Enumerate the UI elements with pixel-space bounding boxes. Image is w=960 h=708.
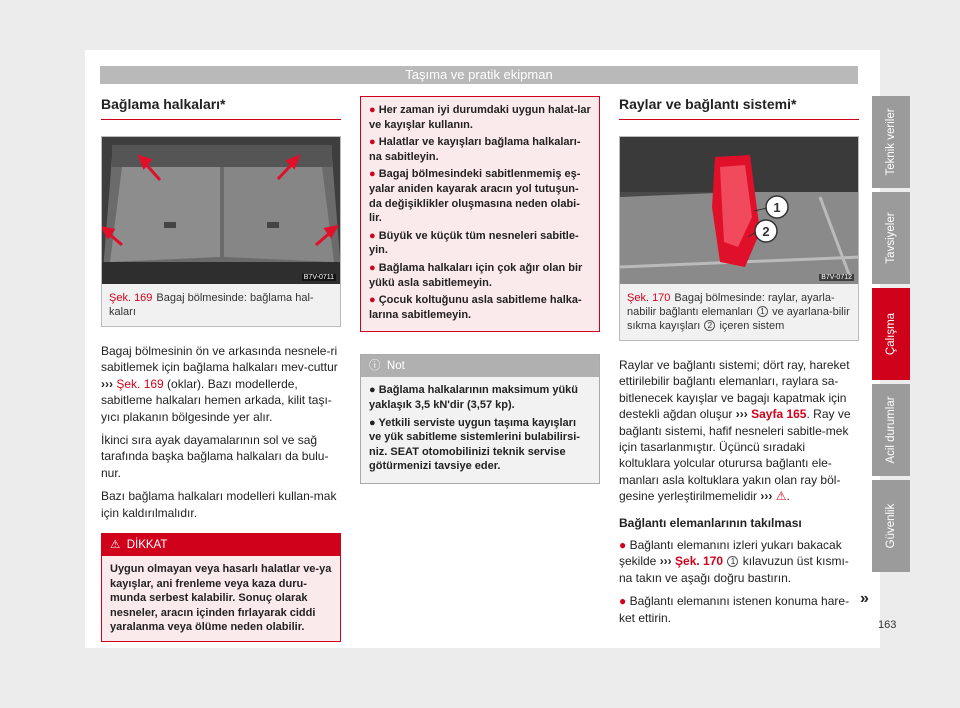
paragraph-1: Raylar ve bağlantı sistemi; dört ray, hareket ettirilebilir bağlantı elemanları, raylara sa-bitlenecek kayışlar ve bagajı kapatmak için destekli ağdan oluşur ››› Sayfa 165. Ray ve bağlantı sistemi, hafif nesneleri sabitle-mek için tasarlanmıştır. Üçüncü sıradaki koltuklara yolcular oturursa bağlantı ele-manları asla koltuklara yakın olan ray böl-gesine yerleştirilmemelidir ››› ⚠. [619, 358, 851, 504]
callout-number: 1 [757, 306, 768, 317]
svg-text:1: 1 [773, 200, 781, 215]
paragraph-2: İkinci sıra ayak dayamalarının sol ve sağ tarafında başka bağlama halkaları da bulu-nur. [101, 433, 329, 480]
tab-teknik-veriler[interactable]: Teknik veriler [872, 96, 910, 188]
info-icon: ⓘ [369, 360, 381, 373]
page-number: 163 [878, 619, 897, 631]
column-tie-down-rings [101, 96, 341, 642]
callout-number: 2 [704, 320, 715, 331]
tab-calisma[interactable]: Çalışma [872, 288, 910, 380]
trunk-photo [102, 137, 340, 284]
note-body [361, 377, 599, 483]
note-box [360, 354, 600, 484]
section-header: Taşıma ve pratik ekipman [100, 66, 858, 84]
note-header: ⓘ Not [361, 355, 599, 377]
list-item: ● Bağlama halkalarının maksimum yükü yaklaşık 3,5 kN'dir (3,57 kp). [369, 384, 579, 411]
figure-170 [619, 136, 859, 341]
page-165-link[interactable]: Sayfa 165 [751, 407, 807, 422]
figure-169-link[interactable]: Şek. 169 [116, 376, 164, 391]
figure-ref: Şek. 169 [109, 292, 153, 304]
column-rail-system [619, 96, 859, 633]
subheading: Bağlantı elemanlarının takılması [619, 515, 802, 530]
warning-icon: ⚠ [110, 539, 121, 552]
figure-ref: Şek. 170 [627, 292, 671, 304]
warning-box [101, 533, 341, 642]
paragraph-3: Bazı bağlama halkaları modelleri kullan-mak için kaldırılmalıdır. [101, 489, 337, 520]
warning-header: ⚠ DİKKAT [102, 534, 340, 556]
list-item: ● Büyük ve küçük tüm nesneleri sabitle-yin. [369, 229, 579, 257]
column-warnings [360, 96, 600, 484]
trunk-illustration [102, 137, 340, 284]
list-item: ● Bağlama halkaları için çok ağır olan bir yükü asla sabitlemeyin. [369, 261, 583, 289]
rail-photo [620, 137, 858, 284]
warning-text: Uygun olmayan veya hasarlı halatlar ve-ya kayışlar, ani frenleme veya kaza duru-munda serbest kalabilir. Sonuç olarak nesneler, aracın içinden fırlayarak ciddi yaralanma veya ölüme neden olabilir. [102, 556, 340, 641]
figure-169 [101, 136, 341, 327]
warning-list [360, 96, 600, 332]
figure-code: B7V-0712 [821, 274, 852, 281]
list-item: ● Her zaman iyi durumdaki uygun halat-lar ve kayışlar kullanın. [369, 104, 591, 131]
chapter-tabs [872, 96, 910, 576]
figure-code: B7V-0711 [303, 274, 334, 281]
rail-illustration [620, 137, 858, 284]
list-item: ● Bağlantı elemanını izleri yukarı bakacak şekilde ››› Şek. 170 1 kılavuzun üst kısmı-na takın ve aşağı doğru bastırın. [619, 538, 849, 585]
section-title: Raylar ve bağlantı sistemi* [619, 96, 859, 120]
list-item: ● Bagaj bölmesindeki sabitlenmemiş eş-yalar aniden kayarak aracın yol tutuşun-da değişiklikler oluşmasına neden olabi-lir. [369, 168, 581, 225]
warning-icon[interactable]: ⚠ [775, 489, 787, 504]
tab-tavsiyeler[interactable]: Tavsiyeler [872, 192, 910, 284]
callout-number: 1 [727, 556, 738, 567]
tab-guvenlik[interactable]: Güvenlik [872, 480, 910, 572]
svg-text:2: 2 [762, 224, 770, 239]
figure-caption: Şek. 170 Bagaj bölmesinde: raylar, ayarla-nabilir bağlantı elemanları 1 ve ayarlana-bilir sıkma kayışları 2 içeren sistem [627, 292, 850, 332]
section-title: Bağlama halkaları* [101, 96, 341, 120]
body-text [101, 343, 341, 521]
figure-caption: Şek. 169 Bagaj bölmesinde: bağlama hal-kaları [109, 292, 314, 318]
paragraph-1: Bagaj bölmesinin ön ve arkasında nesnele-ri sabitlemek için bağlama halkaları mev-cuttur ››› Şek. 169 (oklar). Bazı modellerde, sabitleme halkaları hemen arkada, kilit taşı-yıcı plakanın bölgesinde yer alır. [101, 344, 338, 424]
list-item: ● Halatlar ve kayışları bağlama halkaları-na sabitleyin. [369, 136, 581, 163]
continue-arrow: » [860, 590, 869, 607]
list-item: ● Çocuk koltuğunu asla sabitleme halka-larına sabitlemeyin. [369, 294, 582, 321]
list-item: ● Yetkili serviste uygun taşıma kayışları ve yük sabitleme sistemlerini bulabilirsi-niz. SEAT otomobilinizi teknik servise götürmenizi tavsiye eder. [369, 416, 580, 473]
list-item: ● Bağlantı elemanını istenen konuma hare-ket ettirin. [619, 594, 850, 625]
body-text [619, 357, 859, 626]
tab-acil-durumlar[interactable]: Acil durumlar [872, 384, 910, 476]
figure-170-link[interactable]: Şek. 170 [675, 554, 724, 569]
